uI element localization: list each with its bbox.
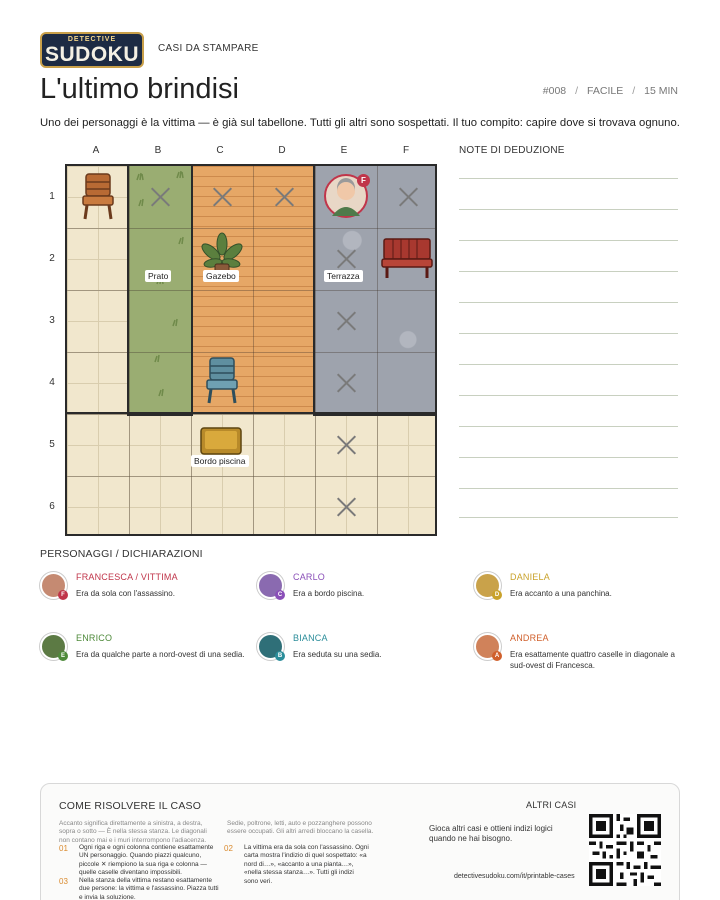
character-name: CARLO [293, 572, 326, 582]
how-to-title: COME RISOLVERE IL CASO [59, 800, 202, 812]
column-header: B [154, 145, 162, 156]
row-header: 4 [49, 377, 55, 388]
note-line[interactable] [459, 364, 678, 365]
logo[interactable] [40, 32, 144, 68]
column-header: F [402, 145, 410, 156]
rules-note-left: Accanto significa direttamente a sinistra, a destra, sopra o sotto — È nella stessa stanza. Le diagonali non contano mai e i muri interrompono l'adiacenza. [59, 820, 207, 844]
room-bordo-piscina[interactable] [67, 414, 437, 536]
notes-title: NOTE DI DEDUZIONE [459, 145, 565, 156]
footer-panel [40, 783, 680, 900]
characters-title: PERSONAGGI / DICHIARAZIONI [40, 548, 203, 560]
qr-code-icon[interactable] [589, 814, 661, 886]
more-cases-title: ALTRI CASI [526, 800, 577, 810]
note-line[interactable] [459, 426, 678, 427]
rules-note-right: Sedie, poltrone, letti, auto e pozzanghere possono essere occupati. Gli altri arredi bloccano la casella. [227, 820, 374, 836]
character-name: BIANCA [293, 633, 328, 643]
bench-icon [381, 236, 433, 280]
character-statement: Era accanto a una panchina. [510, 589, 612, 598]
chair-icon [204, 356, 240, 406]
lounger-icon [199, 424, 243, 458]
step-text: La vittima era da sola con l'assassino. Ogni carta mostra l'indizio di quel sospettato: «a nord di…», «accanto a una pianta…», «nella stessa stanza…». Tutti gli indizi sono veri. [244, 844, 369, 885]
avatar-badge: A [492, 651, 502, 661]
case-number: #008 [542, 85, 567, 97]
character-statement: Era esattamente quattro caselle in diagonale a sud-ovest di Francesca. [510, 650, 675, 670]
character-name: FRANCESCA / VITTIMA [76, 572, 178, 582]
logo-top-text: DETECTIVE [67, 36, 117, 43]
character-name: DANIELA [510, 572, 550, 582]
x-mark-icon [253, 166, 315, 228]
x-mark-icon [377, 166, 437, 228]
note-line[interactable] [459, 178, 678, 179]
step-number: 01 [59, 844, 68, 853]
column-header: E [340, 145, 348, 156]
character-name: ENRICO [76, 633, 113, 643]
x-mark-icon [315, 290, 377, 352]
avatar-badge: B [275, 651, 285, 661]
room-label-prato: Prato [145, 270, 171, 282]
step-number: 03 [59, 877, 68, 886]
column-header: A [92, 145, 100, 156]
row-header: 2 [49, 253, 55, 264]
note-line[interactable] [459, 333, 678, 334]
x-mark-icon [129, 166, 191, 228]
case-duration: 15 MIN [644, 85, 678, 97]
board-cell-a4[interactable] [67, 352, 129, 414]
character-statement: Era da qualche parte a nord-ovest di una sedia. [76, 650, 245, 659]
row-header: 5 [49, 439, 55, 450]
note-line[interactable] [459, 457, 678, 458]
note-line[interactable] [459, 517, 678, 518]
board-cell-a3[interactable] [67, 290, 129, 352]
x-mark-icon [315, 476, 377, 536]
more-cases-text: Gioca altri casi e ottieni indizi logici quando ne hai bisogno. [429, 824, 553, 844]
note-line[interactable] [459, 271, 678, 272]
intro-text: Uno dei personaggi è la vittima — è già sul tabellone. Tutti gli altri sono sospettati. Il tuo compito: capire dove si trovava ognuno. [40, 117, 680, 129]
page-title: L'ultimo brindisi [40, 73, 239, 105]
room-label-gazebo: Gazebo [203, 270, 239, 282]
case-difficulty: FACILE [587, 85, 624, 97]
step-text: Nella stanza della vittima restano esattamente due persone: la vittima e l'assassino. Piazza tutti e invia la soluzione. [79, 877, 219, 900]
game-board [65, 164, 437, 536]
note-line[interactable] [459, 240, 678, 241]
note-line[interactable] [459, 209, 678, 210]
victim-badge: F [357, 174, 370, 187]
x-mark-icon [315, 352, 377, 414]
room-label-bordo-piscina: Bordo piscina [191, 455, 249, 467]
row-header: 1 [49, 191, 55, 202]
avatar-badge: E [58, 651, 68, 661]
victim-avatar[interactable] [324, 174, 368, 218]
column-header: C [216, 145, 224, 156]
avatar-badge: F [58, 590, 68, 600]
room-label-terrazza: Terrazza [324, 270, 363, 282]
chair-icon [80, 172, 116, 222]
logo-main-text: SUDOKU [44, 43, 139, 66]
character-statement: Era da sola con l'assassino. [76, 589, 175, 598]
step-text: Ogni riga e ogni colonna contiene esattamente UN personaggio. Quando piazzi qualcuno, piccole ✕ riempiono la sua riga e colonna — quelle caselle diventano impossibili. [79, 844, 214, 877]
step-number: 02 [224, 844, 233, 853]
avatar-badge: C [275, 590, 285, 600]
note-line[interactable] [459, 488, 678, 489]
character-name: ANDREA [510, 633, 549, 643]
column-header: D [278, 145, 286, 156]
case-meta: #008 / FACILE / 15 MIN [542, 85, 678, 97]
note-line[interactable] [459, 395, 678, 396]
x-mark-icon [191, 166, 253, 228]
x-mark-icon [315, 414, 377, 476]
board-cell-a2[interactable] [67, 228, 129, 290]
row-header: 6 [49, 501, 55, 512]
character-statement: Era seduta su una sedia. [293, 650, 382, 659]
note-line[interactable] [459, 302, 678, 303]
character-statement: Era a bordo piscina. [293, 589, 365, 598]
avatar-badge: D [492, 590, 502, 600]
more-cases-link[interactable]: detectivesudoku.com/it/printable-cases [454, 873, 575, 880]
row-header: 3 [49, 315, 55, 326]
cases-link[interactable]: CASI DA STAMPARE [158, 43, 259, 54]
